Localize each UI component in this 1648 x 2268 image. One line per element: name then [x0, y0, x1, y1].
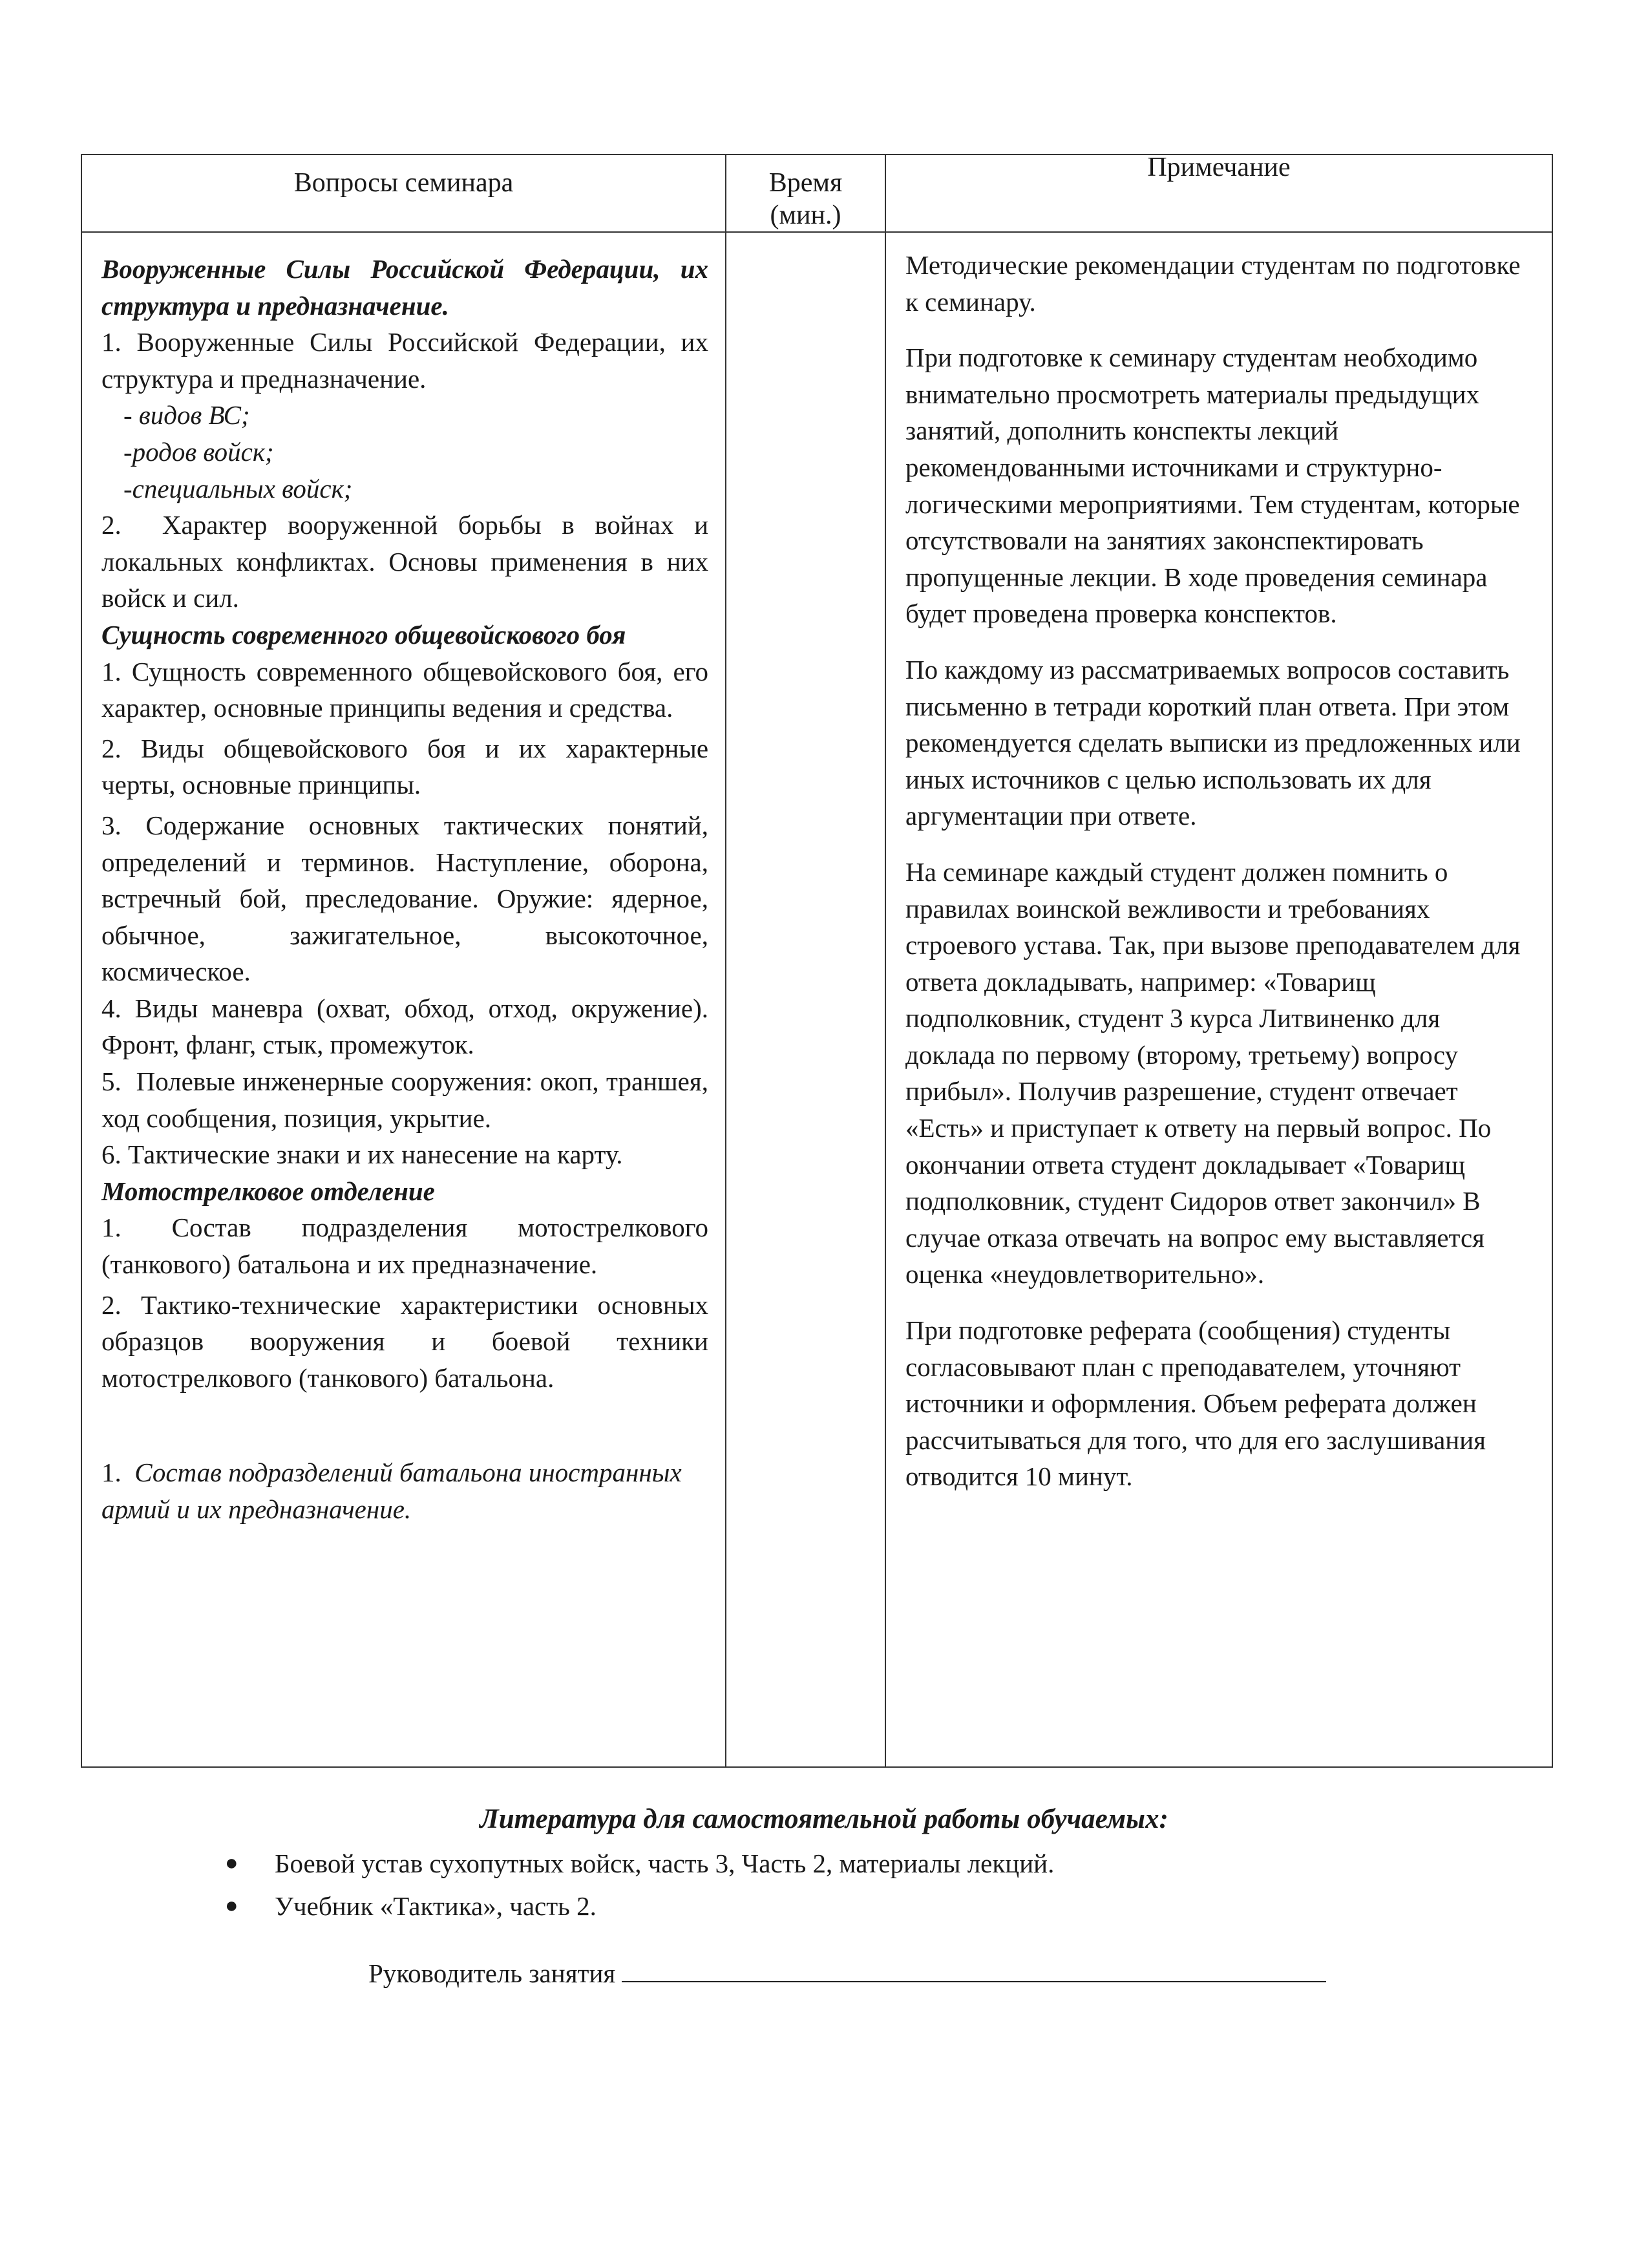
- header-notes: Примечание: [885, 154, 1552, 232]
- list-item: 2. Тактико-технические характеристики основных образцов вооружения и боевой техники мотострелкового (танкового) батальона.: [101, 1289, 709, 1393]
- signature-label: Руководитель занятия: [368, 1958, 616, 1988]
- notes-cell: [885, 232, 1552, 1767]
- signature-blank: [622, 1955, 1326, 1982]
- subitem: -родов войск;: [123, 436, 274, 467]
- note-paragraph: На семинаре каждый студент должен помнить о правилах воинской вежливости и требованиях строевого устава. Так, при вызове преподавателем для ответа докладывать, например: «Товарищ подполковник, студент 3 курса Литвиненко для доклада по первому (второму, третьему) вопросу прибыл». Получив разрешение, студент отвечает «Есть» и приступает к ответу на первый вопрос. По окончании ответа студент докладывает «Товарищ подполковник, студент Сидоров ответ закончил» В случае отказа отвечать на вопрос ему выставляется оценка «неудовлетворительно».: [905, 856, 1521, 1289]
- list-item: 2. Характер вооруженной борьбы в войнах и локальных конфликтах. Основы применения в них войск и сил.: [101, 510, 709, 613]
- signature-line: [368, 1955, 1326, 1989]
- header-time: Время (мин.): [726, 154, 885, 232]
- subitem: -специальных войск;: [123, 473, 353, 503]
- literature-item: ● Учебник «Тактика», часть 2.: [220, 1885, 1054, 1927]
- note-paragraph: При подготовке к семинару студентам необходимо внимательно просмотреть материалы предыдущих занятий, дополнить конспекты лекций рекомендованными источниками и структурно-логическими мероприятиями. Тем студентам, которые отсутствовали на занятиях законспектировать пропущенные лекции. В ходе проведения семинара будет проведена проверка конспектов.: [905, 343, 1520, 629]
- topic-title: Сущность современного общевойскового боя: [101, 619, 626, 650]
- list-item: 5. Полевые инженерные сооружения: окоп, траншея, ход сообщения, позиция, укрытие.: [101, 1066, 708, 1133]
- list-item: 3. Содержание основных тактических понятий, определений и терминов. Наступление, оборона, встречный бой, преследование. Оружие: ядерное, обычное, зажигательное, высокоточное, космическое.: [101, 810, 708, 987]
- topic-title: Мотострелковое отделение: [101, 1176, 435, 1206]
- header-questions: Вопросы семинара: [81, 154, 726, 232]
- note-paragraph: Методические рекомендации студентам по подготовке к семинару.: [905, 250, 1521, 317]
- bullet-icon: ●: [225, 1851, 238, 1875]
- questions-cell: [81, 232, 726, 1767]
- list-item: 4. Виды маневра (охват, обход, отход, окружение). Фронт, фланг, стык, промежуток.: [101, 993, 708, 1060]
- list-item: 2. Виды общевойскового боя и их характерные черты, основные принципы.: [101, 733, 709, 800]
- table-body-row: [81, 232, 1552, 1767]
- table-header-row: [81, 154, 1552, 232]
- topic-title: Вооруженные Силы Российской Федерации, их структура и предназначение.: [101, 254, 708, 321]
- literature-list: [220, 1842, 1054, 1927]
- list-item: 1. Состав подразделения мотострелкового (танкового) батальона и их предназначение.: [101, 1213, 709, 1280]
- literature-item: ● Боевой устав сухопутных войск, часть 3, Часть 2, материалы лекций.: [220, 1842, 1054, 1885]
- list-item: 1. Состав подразделений батальона иностранных армий и их предназначение.: [101, 1457, 682, 1524]
- literature-title: Литература для самостоятельной работы обучаемых:: [480, 1804, 1168, 1834]
- list-item: 1. Вооруженные Силы Российской Федерации, их структура и предназначение.: [101, 327, 709, 394]
- subitem: - видов ВС;: [123, 400, 250, 430]
- bullet-icon: ●: [225, 1894, 238, 1918]
- note-paragraph: При подготовке реферата (сообщения) студенты согласовывают план с преподавателем, уточняют источники и оформления. Объем реферата должен рассчитываться для того, что для его заслушивания отводится 10 минут.: [905, 1315, 1486, 1492]
- time-cell: [726, 232, 885, 1767]
- seminar-table: [81, 154, 1553, 1768]
- list-item: 6. Тактические знаки и их нанесение на карту.: [101, 1139, 623, 1170]
- note-paragraph: По каждому из рассматриваемых вопросов составить письменно в тетради короткий план ответа. При этом рекомендуется сделать выписки из предложенных или иных источников с целью использовать их для аргументации при ответе.: [905, 654, 1521, 831]
- list-item: 1. Сущность современного общевойскового боя, его характер, основные принципы ведения и средства.: [101, 656, 708, 723]
